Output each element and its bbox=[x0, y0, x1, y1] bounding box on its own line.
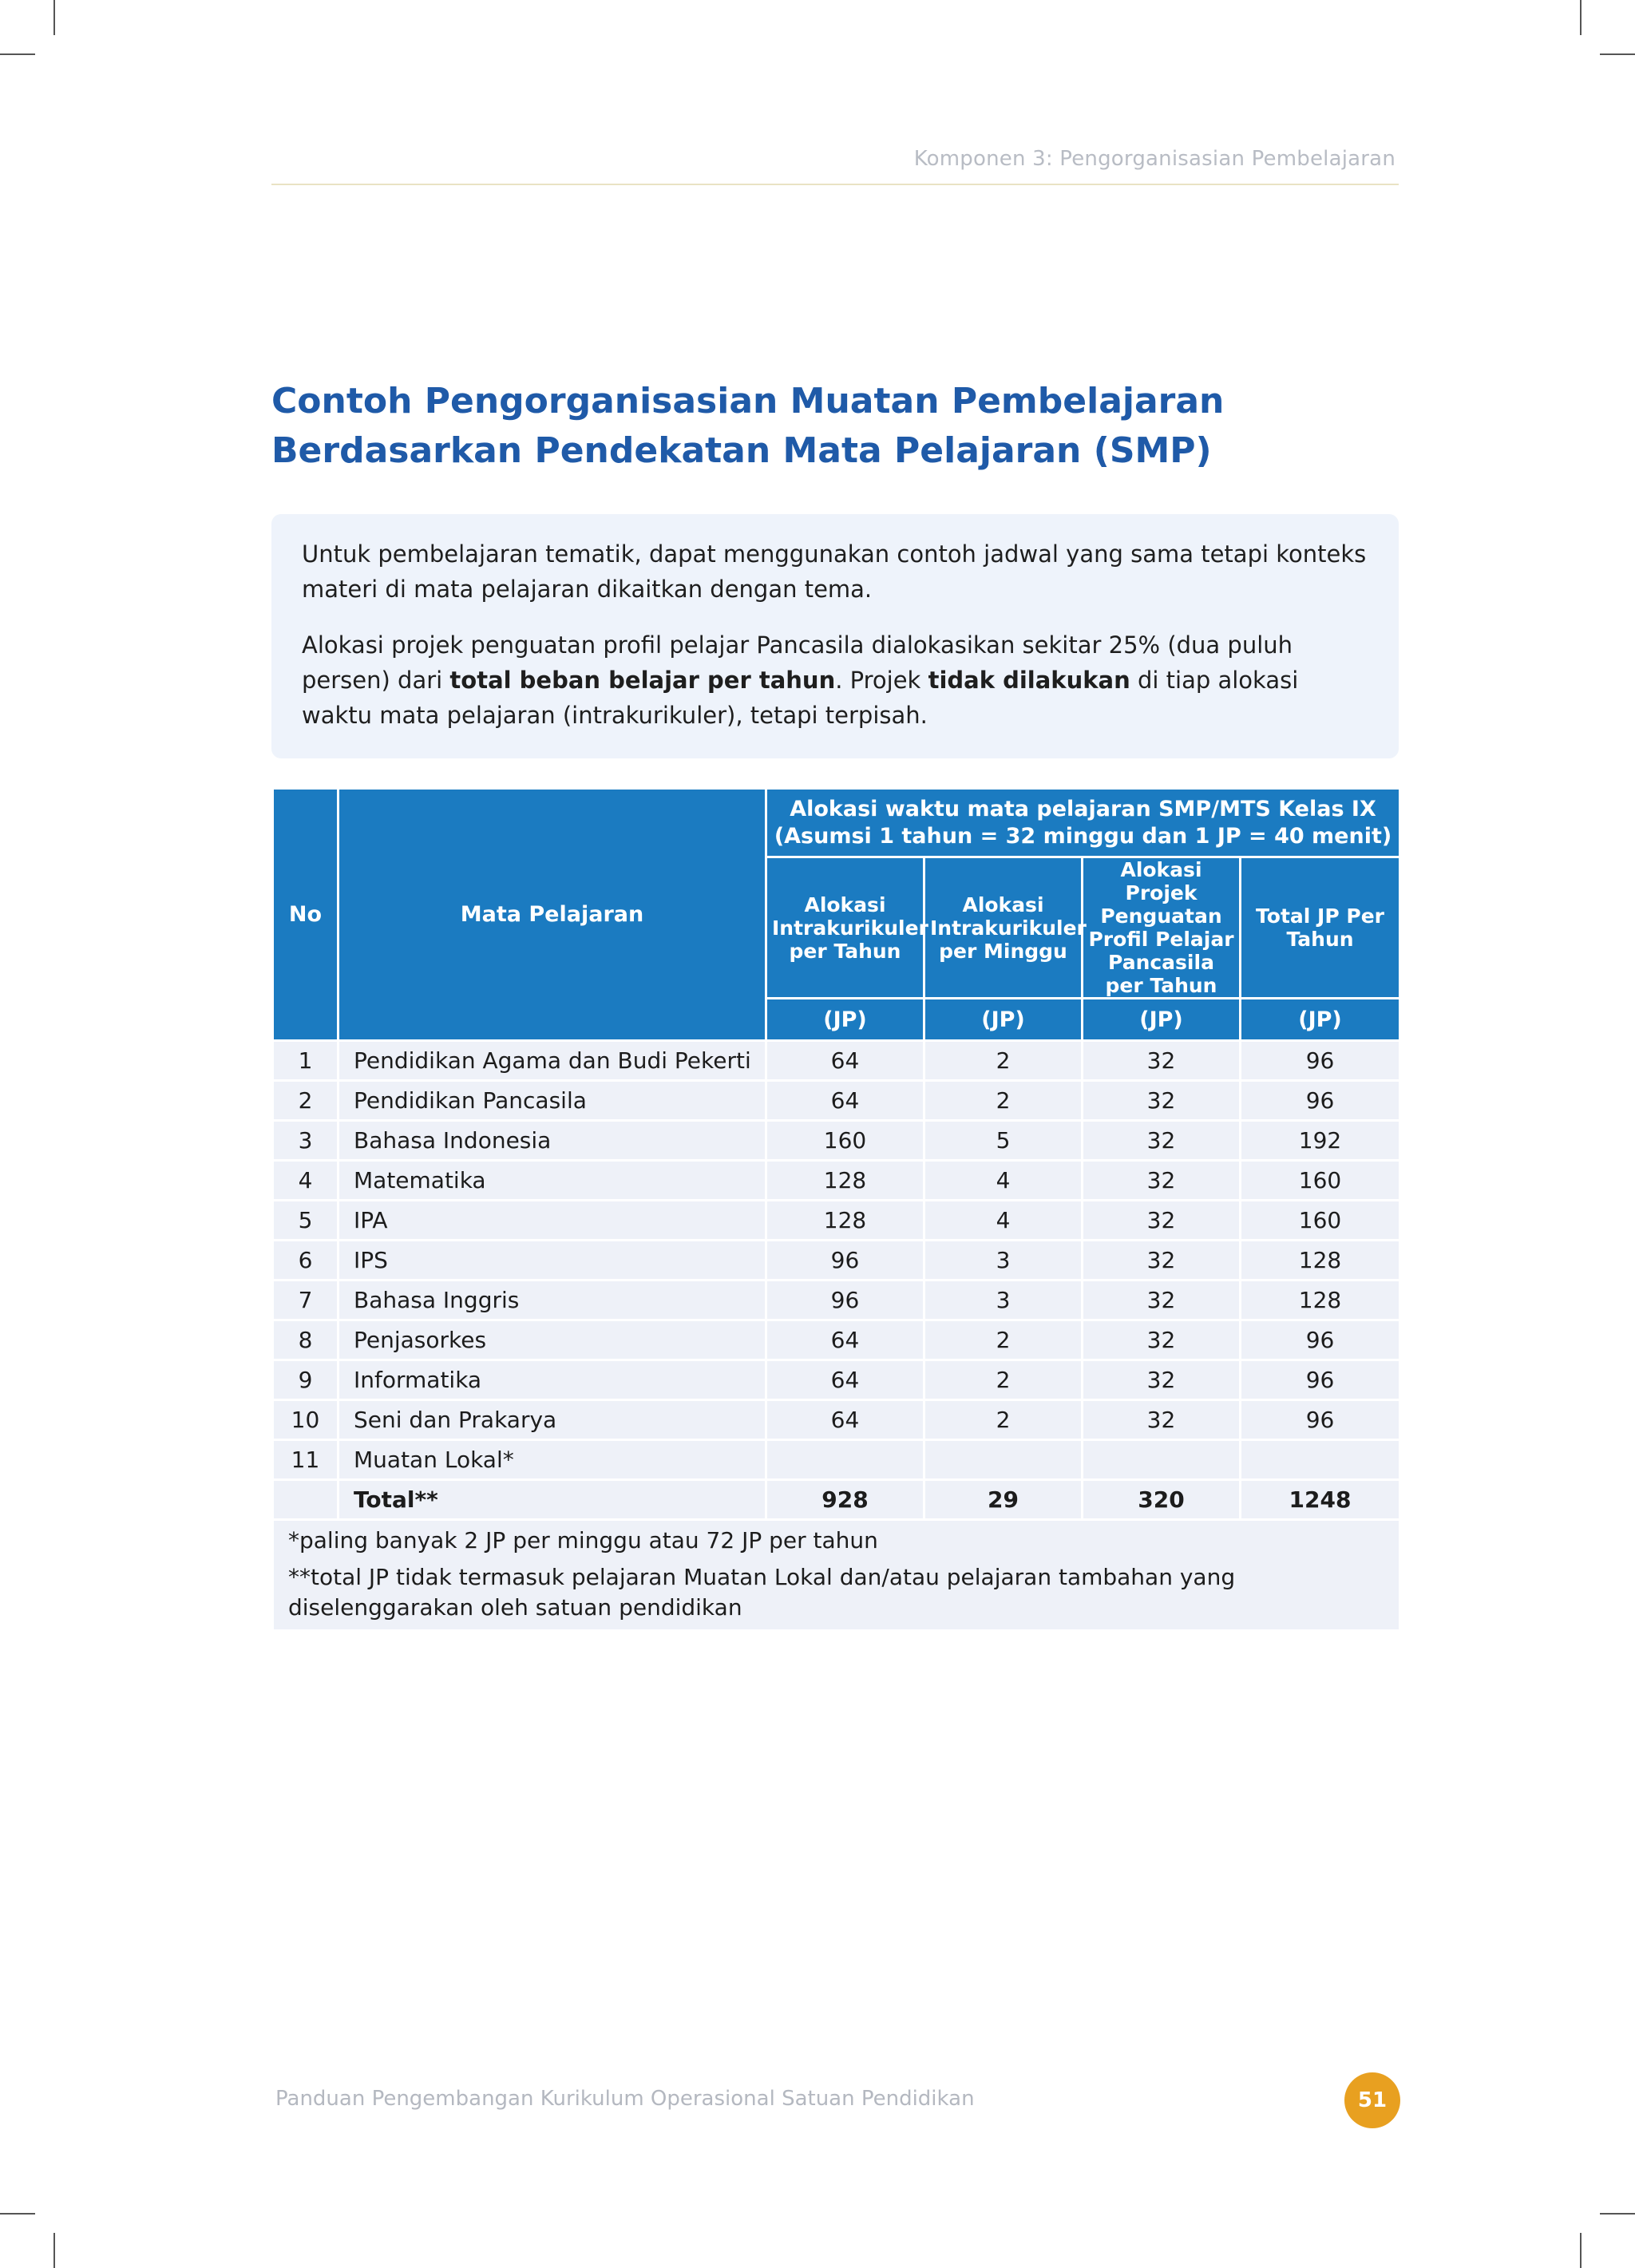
table-row bbox=[273, 1041, 1400, 1081]
cell-project-year: 32 bbox=[1083, 1360, 1241, 1400]
crop-mark bbox=[1600, 2213, 1635, 2215]
cell-no: 4 bbox=[273, 1161, 338, 1201]
cell-intra-year: 128 bbox=[766, 1161, 924, 1201]
cell-no: 11 bbox=[273, 1440, 338, 1480]
cell-total-year: 96 bbox=[1241, 1041, 1400, 1081]
cell-subject: Seni dan Prakarya bbox=[338, 1400, 766, 1440]
header-allocation-line2: (Asumsi 1 tahun = 32 minggu dan 1 JP = 40 menit) bbox=[774, 823, 1392, 849]
cell-project-year bbox=[1083, 1440, 1241, 1480]
cell-project-year: 32 bbox=[1083, 1041, 1241, 1081]
cell-no bbox=[273, 1480, 338, 1520]
note-text: Alokasi projek penguatan profil pelajar Pancasila dialokasikan sekitar 25% (dua puluh persen) dari bbox=[302, 631, 1293, 694]
cell-intra-week: 2 bbox=[924, 1041, 1083, 1081]
cell-total-year: 160 bbox=[1241, 1161, 1400, 1201]
note-text: di tiap alokasi waktu mata pelajaran (intrakurikuler), tetapi terpisah. bbox=[302, 667, 1299, 729]
header-unit: (JP) bbox=[766, 999, 924, 1041]
header-no: No bbox=[273, 789, 338, 1041]
cell-total-year: 96 bbox=[1241, 1320, 1400, 1360]
cell-intra-year: 128 bbox=[766, 1201, 924, 1241]
table-row bbox=[273, 1440, 1400, 1480]
cell-subject: Pendidikan Pancasila bbox=[338, 1081, 766, 1121]
cell-subject: IPA bbox=[338, 1201, 766, 1241]
cell-no: 9 bbox=[273, 1360, 338, 1400]
table-row bbox=[273, 1320, 1400, 1360]
footnote-row bbox=[273, 1520, 1400, 1631]
table-row bbox=[273, 1241, 1400, 1280]
cell-total-intra-year: 928 bbox=[766, 1480, 924, 1520]
cell-no: 8 bbox=[273, 1320, 338, 1360]
note-emphasis: total beban belajar per tahun bbox=[449, 667, 836, 694]
cell-intra-week: 4 bbox=[924, 1201, 1083, 1241]
total-row bbox=[273, 1480, 1400, 1520]
table-row bbox=[273, 1201, 1400, 1241]
note-box bbox=[271, 514, 1399, 758]
cell-intra-week: 4 bbox=[924, 1161, 1083, 1201]
cell-project-year: 32 bbox=[1083, 1121, 1241, 1161]
cell-intra-week: 2 bbox=[924, 1360, 1083, 1400]
cell-intra-week: 3 bbox=[924, 1241, 1083, 1280]
crop-mark bbox=[1580, 0, 1582, 35]
cell-intra-year bbox=[766, 1440, 924, 1480]
cell-project-year: 32 bbox=[1083, 1161, 1241, 1201]
cell-intra-year: 160 bbox=[766, 1121, 924, 1161]
cell-intra-year: 64 bbox=[766, 1081, 924, 1121]
header-unit: (JP) bbox=[1083, 999, 1241, 1041]
header-project-year: Alokasi Projek Penguatan Profil Pelajar Pancasila per Tahun bbox=[1083, 857, 1241, 999]
cell-no: 1 bbox=[273, 1041, 338, 1081]
cell-intra-week: 3 bbox=[924, 1280, 1083, 1320]
cell-subject: Matematika bbox=[338, 1161, 766, 1201]
cell-intra-year: 64 bbox=[766, 1400, 924, 1440]
cell-total-year: 96 bbox=[1241, 1400, 1400, 1440]
cell-subject: Bahasa Inggris bbox=[338, 1280, 766, 1320]
cell-total-project-year: 320 bbox=[1083, 1480, 1241, 1520]
cell-intra-year: 96 bbox=[766, 1280, 924, 1320]
cell-project-year: 32 bbox=[1083, 1081, 1241, 1121]
cell-intra-week: 2 bbox=[924, 1081, 1083, 1121]
page-title: Contoh Pengorganisasian Muatan Pembelajaran Berdasarkan Pendekatan Mata Pelajaran (SMP) bbox=[271, 381, 1225, 471]
allocation-table-wrapper bbox=[271, 787, 1399, 1632]
table-row bbox=[273, 1280, 1400, 1320]
header-unit: (JP) bbox=[924, 999, 1083, 1041]
header-subject: Mata Pelajaran bbox=[338, 789, 766, 1041]
cell-project-year: 32 bbox=[1083, 1241, 1241, 1280]
cell-total-label: Total** bbox=[338, 1480, 766, 1520]
table-row bbox=[273, 1081, 1400, 1121]
cell-subject: Bahasa Indonesia bbox=[338, 1121, 766, 1161]
table-row bbox=[273, 1400, 1400, 1440]
cell-intra-year: 96 bbox=[766, 1241, 924, 1280]
table-row bbox=[273, 1360, 1400, 1400]
cell-intra-week: 2 bbox=[924, 1320, 1083, 1360]
cell-project-year: 32 bbox=[1083, 1201, 1241, 1241]
cell-no: 6 bbox=[273, 1241, 338, 1280]
footnote-1: *paling banyak 2 JP per minggu atau 72 JP per tahun bbox=[288, 1527, 878, 1554]
cell-total-year bbox=[1241, 1440, 1400, 1480]
cell-intra-week bbox=[924, 1440, 1083, 1480]
cell-no: 2 bbox=[273, 1081, 338, 1121]
cell-total-year: 128 bbox=[1241, 1280, 1400, 1320]
crop-mark bbox=[1600, 53, 1635, 55]
crop-mark bbox=[1580, 2233, 1582, 2268]
cell-intra-year: 64 bbox=[766, 1360, 924, 1400]
header-unit: (JP) bbox=[1241, 999, 1400, 1041]
cell-intra-year: 64 bbox=[766, 1041, 924, 1081]
footnotes bbox=[273, 1520, 1400, 1631]
cell-total-intra-week: 29 bbox=[924, 1480, 1083, 1520]
header-rule bbox=[271, 184, 1399, 185]
cell-total-year: 96 bbox=[1241, 1081, 1400, 1121]
note-paragraph-2 bbox=[302, 627, 1368, 733]
crop-mark bbox=[53, 2233, 55, 2268]
allocation-table bbox=[271, 787, 1401, 1632]
cell-total-year: 160 bbox=[1241, 1201, 1400, 1241]
running-head: Komponen 3: Pengorganisasian Pembelajaran bbox=[913, 147, 1395, 171]
footer-text: Panduan Pengembangan Kurikulum Operasional Satuan Pendidikan bbox=[275, 2087, 975, 2111]
header-allocation-line1: Alokasi waktu mata pelajaran SMP/MTS Kelas IX bbox=[790, 796, 1376, 821]
table-row bbox=[273, 1121, 1400, 1161]
cell-total-year: 96 bbox=[1241, 1360, 1400, 1400]
cell-subject: Penjasorkes bbox=[338, 1320, 766, 1360]
cell-project-year: 32 bbox=[1083, 1280, 1241, 1320]
header-intra-year: Alokasi Intrakurikuler per Tahun bbox=[766, 857, 924, 999]
cell-total-total-year: 1248 bbox=[1241, 1480, 1400, 1520]
header-allocation-group bbox=[766, 789, 1400, 857]
cell-intra-year: 64 bbox=[766, 1320, 924, 1360]
cell-no: 3 bbox=[273, 1121, 338, 1161]
cell-subject: Pendidikan Agama dan Budi Pekerti bbox=[338, 1041, 766, 1081]
cell-no: 10 bbox=[273, 1400, 338, 1440]
header-total-year: Total JP Per Tahun bbox=[1241, 857, 1400, 999]
cell-total-year: 128 bbox=[1241, 1241, 1400, 1280]
cell-subject: IPS bbox=[338, 1241, 766, 1280]
cell-intra-week: 2 bbox=[924, 1400, 1083, 1440]
note-paragraph-1: Untuk pembelajaran tematik, dapat menggunakan contoh jadwal yang sama tetapi konteks materi di mata pelajaran dikaitkan dengan tema. bbox=[302, 540, 1367, 603]
cell-project-year: 32 bbox=[1083, 1400, 1241, 1440]
footnote-2: **total JP tidak termasuk pelajaran Muatan Lokal dan/atau pelajaran tambahan yang diselenggarakan oleh satuan pendidikan bbox=[288, 1564, 1236, 1621]
cell-total-year: 192 bbox=[1241, 1121, 1400, 1161]
cell-subject: Muatan Lokal* bbox=[338, 1440, 766, 1480]
crop-mark bbox=[53, 0, 55, 35]
header-intra-week: Alokasi Intrakurikuler per Minggu bbox=[924, 857, 1083, 999]
cell-no: 7 bbox=[273, 1280, 338, 1320]
note-emphasis: tidak dilakukan bbox=[928, 667, 1130, 694]
cell-intra-week: 5 bbox=[924, 1121, 1083, 1161]
page-number-badge: 51 bbox=[1344, 2072, 1400, 2128]
note-text: . Projek bbox=[835, 667, 928, 694]
table-row bbox=[273, 1161, 1400, 1201]
crop-mark bbox=[0, 53, 35, 55]
crop-mark bbox=[0, 2213, 35, 2215]
cell-subject: Informatika bbox=[338, 1360, 766, 1400]
cell-no: 5 bbox=[273, 1201, 338, 1241]
cell-project-year: 32 bbox=[1083, 1320, 1241, 1360]
